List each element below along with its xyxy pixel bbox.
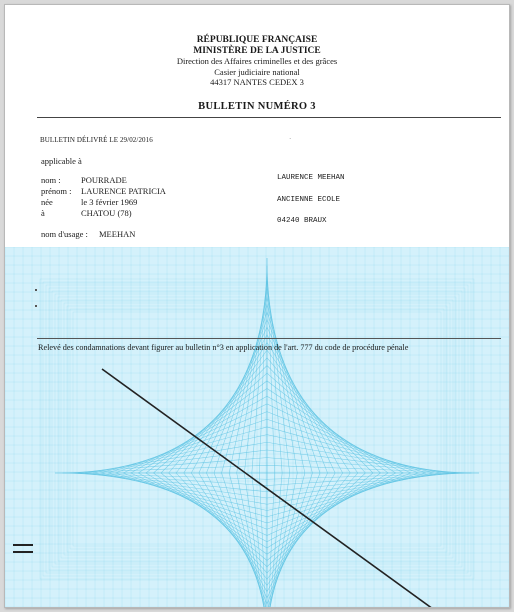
issue-date: BULLETIN DÉLIVRÉ LE 29/02/2016 (40, 136, 153, 144)
bulletin-title: BULLETIN NUMÉRO 3 (198, 101, 316, 112)
usage-label: nom d'usage : (41, 229, 88, 239)
prenom-value: LAURENCE PATRICIA (81, 186, 166, 196)
margin-speck (35, 289, 37, 291)
guilloche-pattern (5, 247, 509, 607)
condemnations-statement: Relevé des condamnations devant figurer au bulletin n°3 en application de l'art. 777 du code de procédure pénale (38, 343, 409, 352)
usage-value: MEEHAN (99, 229, 136, 239)
security-background (5, 247, 509, 607)
nee-label: née (41, 197, 53, 207)
issuer-header (5, 35, 509, 88)
casier-line: Casier judiciaire national (214, 66, 300, 77)
margin-mark (13, 551, 33, 553)
bulletin-document (4, 4, 510, 608)
section-divider (37, 338, 501, 339)
birthplace-label: à (41, 208, 45, 218)
header-divider (37, 117, 501, 118)
recipient-name: LAURENCE MEEHAN (277, 174, 345, 182)
margin-speck (35, 305, 37, 307)
republic-title: RÉPUBLIQUE FRANÇAISE (196, 35, 318, 45)
stray-mark: · (289, 135, 292, 143)
strike-through-line (102, 369, 433, 607)
applicable-label: applicable à (41, 156, 82, 166)
recipient-street: ANCIENNE ECOLE (277, 196, 341, 204)
margin-mark (13, 544, 33, 546)
prenom-label: prénom : (41, 186, 72, 196)
nom-label: nom : (41, 175, 61, 185)
recipient-city: 04240 BRAUX (277, 217, 327, 225)
ministry-title: MINISTÈRE DE LA JUSTICE (193, 45, 321, 56)
address-line: 44317 NANTES CEDEX 3 (210, 77, 304, 87)
nee-value: le 3 février 1969 (81, 197, 138, 207)
direction-line: Direction des Affaires criminelles et des grâces (176, 56, 338, 66)
nom-value: POURRADE (81, 175, 127, 185)
birthplace-value: CHATOU (78) (81, 208, 132, 218)
